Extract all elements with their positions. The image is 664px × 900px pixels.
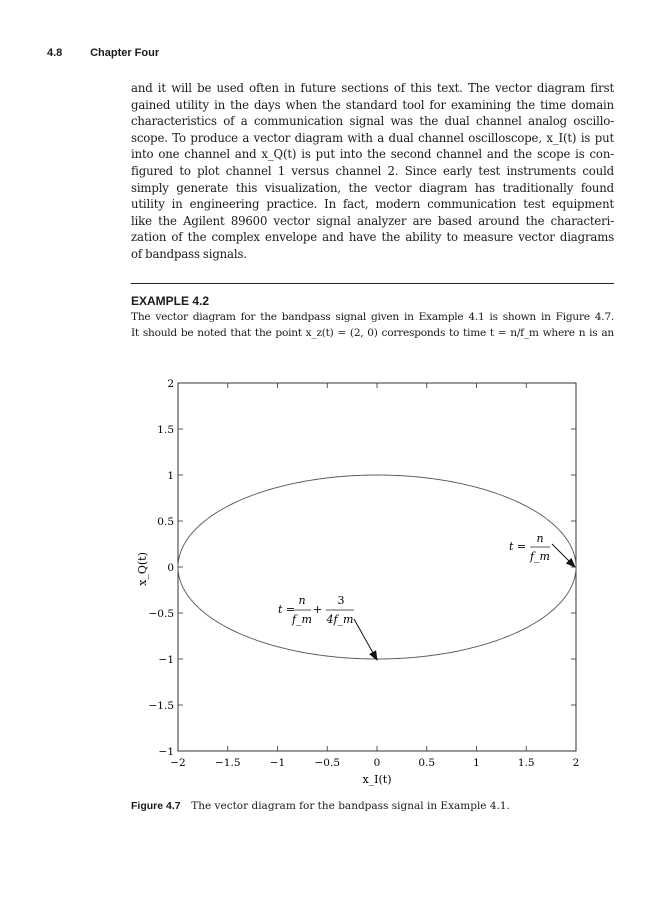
x-tick-label: −1.5 <box>215 757 241 769</box>
y-tick-label: −1.5 <box>148 700 174 712</box>
body-line: into one channel and x_Q(t) is put into the second channel and the scope is con- <box>131 147 614 162</box>
body-line: figured to plot channel 1 versus channel 2. Since early test instruments could <box>131 163 614 178</box>
body-line: scope. To produce a vector diagram with a dual channel oscilloscope, x_I(t) is put <box>131 130 614 145</box>
caption-text: The vector diagram for the bandpass signal in Example 4.1. <box>191 800 510 812</box>
x-tick-label: 1 <box>473 757 480 769</box>
x-tick-label: −1 <box>269 757 286 769</box>
axis-ticks <box>178 383 576 751</box>
body-line: simply generate this visualization, the vector diagram has traditionally found <box>131 180 614 195</box>
x-tick-label: −0.5 <box>314 757 340 769</box>
annotation-numerator: n <box>298 594 306 607</box>
y-tick-label: 1.5 <box>157 424 174 436</box>
annotation-denominator: f_m <box>291 613 313 626</box>
x-tick-label: 0 <box>373 757 381 769</box>
body-line: utility in engineering practice. In fact, modern communication test equipment <box>131 197 614 212</box>
annotation-t-label: t = <box>509 540 527 553</box>
example-line: It should be noted that the point x_z(t) = (2, 0) corresponds to time t = n/f_m where n is an <box>131 326 614 339</box>
y-tick-label: −1 <box>158 746 174 758</box>
y-tick-label: −0.5 <box>148 608 174 620</box>
x-tick-label: −2 <box>170 757 186 769</box>
body-line: and it will be used often in future sections of this text. The vector diagram first <box>131 81 614 95</box>
y-tick-label: 0.5 <box>157 516 174 528</box>
y-tick-label: 1 <box>167 470 174 482</box>
x-tick-label: 2 <box>572 757 580 769</box>
body-line: like the Agilent 89600 vector signal analyzer are based around the characteri- <box>131 213 614 228</box>
figure-caption <box>131 800 510 812</box>
y-tick-label: 2 <box>167 378 174 390</box>
annotation-t-label: t = <box>278 603 296 616</box>
body-line: characteristics of a communication signal was the dual channel analog oscillo- <box>131 114 614 129</box>
y-tick-labels <box>149 378 175 758</box>
page-number: 4.8 <box>47 47 63 59</box>
annotation-plus: + <box>313 603 323 616</box>
x-tick-label: 1.5 <box>517 757 535 769</box>
x-axis-label: x_I(t) <box>362 773 392 786</box>
body-line: zation of the complex envelope and have the ability to measure vector diagrams <box>131 230 614 245</box>
example-line: The vector diagram for the bandpass signal given in Example 4.1 is shown in Figure 4.7. <box>131 311 614 323</box>
chapter-title: Chapter Four <box>90 47 160 59</box>
annotation-arrow <box>354 619 377 660</box>
plot-frame <box>178 383 576 751</box>
annotation-denominator: 4f_m <box>326 613 354 626</box>
y-axis-label: x_Q(t) <box>136 552 149 586</box>
annotation-denominator: f_m <box>529 550 551 563</box>
annotation-numerator: 3 <box>337 594 345 607</box>
y-tick-label: 0 <box>167 562 174 574</box>
vector-diagram-curve <box>178 475 576 659</box>
example-heading: EXAMPLE 4.2 <box>131 294 210 308</box>
figure-label: Figure 4.7 <box>131 800 181 812</box>
x-tick-label: 0.5 <box>418 757 436 769</box>
y-tick-label: −1 <box>158 654 174 666</box>
body-line: gained utility in the days when the standard tool for examining the time domain <box>131 97 614 112</box>
x-tick-labels <box>170 757 579 769</box>
annotation-numerator: n <box>536 532 544 545</box>
body-line: of bandpass signals. <box>131 246 247 261</box>
